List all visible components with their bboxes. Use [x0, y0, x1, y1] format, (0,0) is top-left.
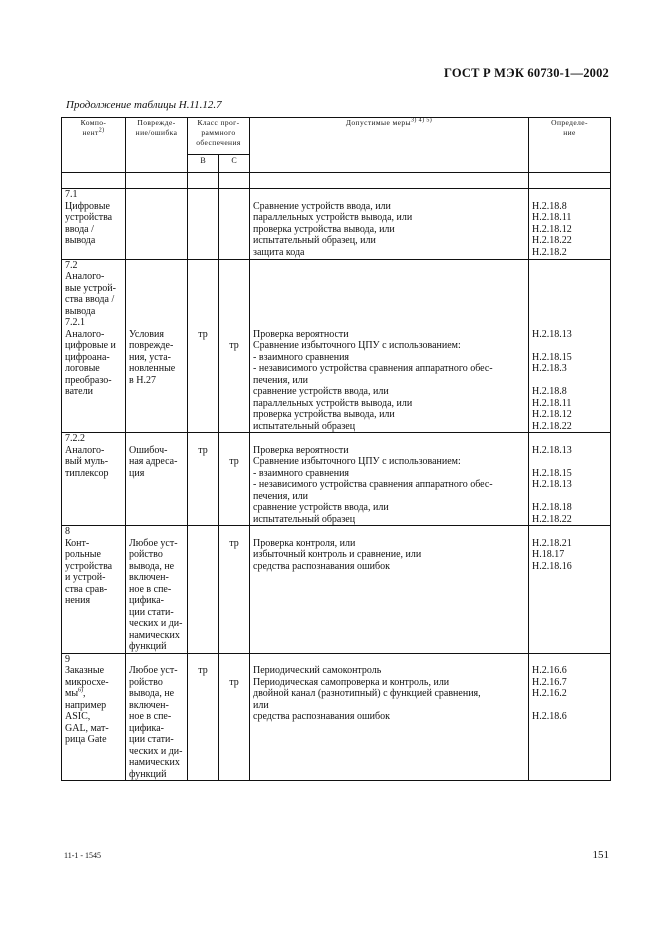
component-cell: 7.2.2 Аналого- вый муль- типлексор [62, 433, 126, 526]
class-c-cell [219, 189, 250, 260]
measures-cell: Сравнение устройств ввода, или параллельных устройств вывода, или проверка устройства вывода, или испытательный образец, или защита кода [250, 189, 529, 260]
table-row [62, 526, 611, 654]
class-b-cell [188, 526, 219, 654]
fault-cell [126, 189, 188, 260]
class-b-cell: тр [188, 259, 219, 433]
class-c-cell: тр [219, 433, 250, 526]
header-definition: Определе- ние [529, 118, 611, 173]
definition-cell: Н.2.18.8 Н.2.18.11 Н.2.18.12 Н.2.18.22 Н.2.18.2 [529, 189, 611, 260]
fault-cell: Любое уст- ройство вывода, не включен- ное в спе- цифика- ции стати- ческих и ди- намических функций [126, 526, 188, 654]
header-measures: Допустимые меры$^{3) 4) 5)}$ [250, 118, 529, 173]
header-component: Компо- нент$^{2)}$ [62, 118, 126, 173]
table-row [62, 653, 611, 781]
class-b-cell [188, 189, 219, 260]
definition-cell: Н.2.16.6 Н.2.16.7 Н.2.16.2 Н.2.18.6 [529, 653, 611, 781]
class-c-cell: тр [219, 526, 250, 654]
fault-cell: Ошибоч- ная адреса- ция [126, 433, 188, 526]
header-fault: Поврежде- ние/ошибка [126, 118, 188, 173]
class-c-cell: тр [219, 653, 250, 781]
component-cell: 7.2 Аналого- вые устрой- ства ввода / вывода 7.2.1 Аналого- цифровые и цифроана- логовые преобразо- ватели [62, 259, 126, 433]
component-cell: 8 Конт- рольные устройства и устрой- ства срав- нения [62, 526, 126, 654]
measures-cell: Проверка вероятности Сравнение избыточного ЦПУ с использованием: - взаимного сравнения - независимого устройства сравнения аппаратного обес- печения, или сравнение устройств ввода, или испытательный образец [250, 433, 529, 526]
class-b-cell: тр [188, 433, 219, 526]
table-caption: Продолжение таблицы Н.11.12.7 [66, 99, 222, 111]
table-row [62, 433, 611, 526]
page-number: 151 [592, 849, 609, 861]
component-cell: 7.1 Цифровые устройства ввода / вывода [62, 189, 126, 260]
component-cell: 9 Заказные микросхе- $мы^{6)}$, например ASIC, GAL, мат- рица Gate [62, 653, 126, 781]
definition-cell: Н.2.18.21 Н.18.17 Н.2.18.16 [529, 526, 611, 654]
definition-cell: Н.2.18.13 Н.2.18.15 Н.2.18.13 Н.2.18.18 Н.2.18.22 [529, 433, 611, 526]
measures-cell: Проверка вероятности Сравнение избыточного ЦПУ с использованием: - взаимного сравнения - независимого устройства сравнения аппаратного обес- печения, или сравнение устройств ввода, или параллельных устройств вывода, или проверка устройства вывода, или испытательный образец [250, 259, 529, 433]
table-row [62, 189, 611, 260]
fault-cell: Любое уст- ройство вывода, не включен- ное в спе- цифика- ции стати- ческих и ди- намических функций [126, 653, 188, 781]
document-header: ГОСТ Р МЭК 60730-1—2002 [444, 66, 609, 80]
header-software-class: Класс прог- раммного обеспечения [188, 118, 250, 155]
print-code: 11-1 - 1545 [64, 851, 102, 860]
measures-cell: Проверка контроля, или избыточный контроль и сравнение, или средства распознавания ошибок [250, 526, 529, 654]
definition-cell: Н.2.18.13 Н.2.18.15 Н.2.18.3 Н.2.18.8 Н.2.18.11 Н.2.18.12 Н.2.18.22 [529, 259, 611, 433]
class-b-cell: тр [188, 653, 219, 781]
class-c-cell: тр [219, 259, 250, 433]
header-class-c: С [219, 155, 250, 173]
measures-cell: Периодический самоконтроль Периодическая самопроверка и контроль, или двойной канал (разнотипный) с функцией сравнения, или средства распознавания ошибок [250, 653, 529, 781]
measures-table [61, 117, 611, 781]
header-class-b: В [188, 155, 219, 173]
fault-cell: Условия поврежде- ния, уста- новленные в Н.27 [126, 259, 188, 433]
table-row [62, 259, 611, 433]
